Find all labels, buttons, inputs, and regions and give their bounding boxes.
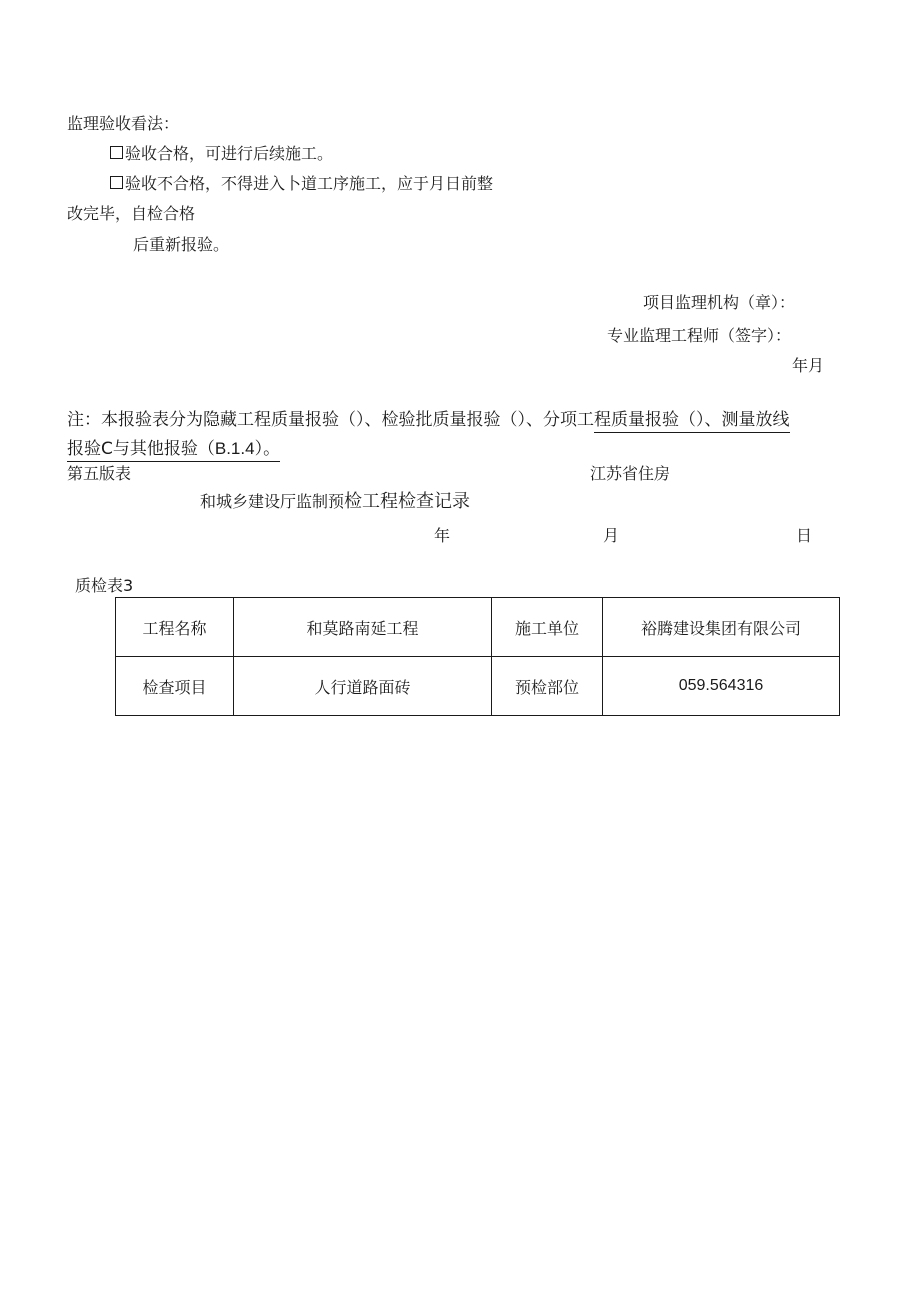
issuer-line1: 江苏省住房 xyxy=(590,464,671,483)
note-text-c xyxy=(67,439,280,462)
cell-label-inspection-item: 检查项目 xyxy=(116,657,234,716)
cell-inspection-item: 人行道路面砖 xyxy=(234,657,492,716)
cell-label-contractor: 施工单位 xyxy=(492,598,603,657)
note-form-code: B.1.4 xyxy=(214,439,255,458)
option-fail-label: 验收不合格，不得进入卜道工序施工，应于月日前整 xyxy=(125,174,494,193)
option-pass xyxy=(110,146,333,162)
form-number: 质检表3 xyxy=(75,576,134,595)
inspection-table xyxy=(115,597,840,716)
table-row xyxy=(116,657,840,716)
option-pass-label: 验收合格，可进行后续施工。 xyxy=(125,144,334,163)
note-text-c1: 报验C与其他报验（ xyxy=(67,439,215,459)
note-text-a: 注：本报验表分为隐藏工程质量报验（）、检验批质量报验（）、分项工 xyxy=(67,410,594,430)
cell-inspection-location: 059.564316 xyxy=(603,657,840,716)
edition-label: 第五版表 xyxy=(67,464,132,483)
form-title: 检工程检查记录 xyxy=(344,491,471,511)
checkbox-pass[interactable] xyxy=(110,146,123,159)
date-day: 日 xyxy=(796,526,813,545)
note-line2 xyxy=(67,440,280,458)
date-month: 月 xyxy=(603,526,620,545)
option-fail-line3: 后重新报验。 xyxy=(133,235,230,254)
table-row xyxy=(116,598,840,657)
option-fail-line2: 改完毕，自检合格 xyxy=(67,204,196,223)
supervision-org-stamp: 项目监理机构（章）： xyxy=(643,293,796,312)
checkbox-fail[interactable] xyxy=(110,176,123,189)
cell-label-project-name: 工程名称 xyxy=(116,598,234,657)
note-text-b: 程质量报验（）、测量放线 xyxy=(594,410,790,433)
cell-contractor: 裕腾建设集团有限公司 xyxy=(603,598,840,657)
engineer-signature: 专业监理工程师（签字）： xyxy=(607,326,792,345)
issuer-line2 xyxy=(200,492,470,510)
date-year: 年 xyxy=(434,526,451,545)
note-text-c2: ）。 xyxy=(254,439,281,459)
note-line1 xyxy=(67,412,790,429)
opinion-heading: 监理验收看法： xyxy=(67,114,180,133)
issuer-text: 和城乡建设厅监制预 xyxy=(200,492,345,511)
cell-label-inspection-location: 预检部位 xyxy=(492,657,603,716)
signature-date: 年月 xyxy=(792,356,825,375)
option-fail xyxy=(110,176,493,192)
cell-project-name: 和莫路南延工程 xyxy=(234,598,492,657)
